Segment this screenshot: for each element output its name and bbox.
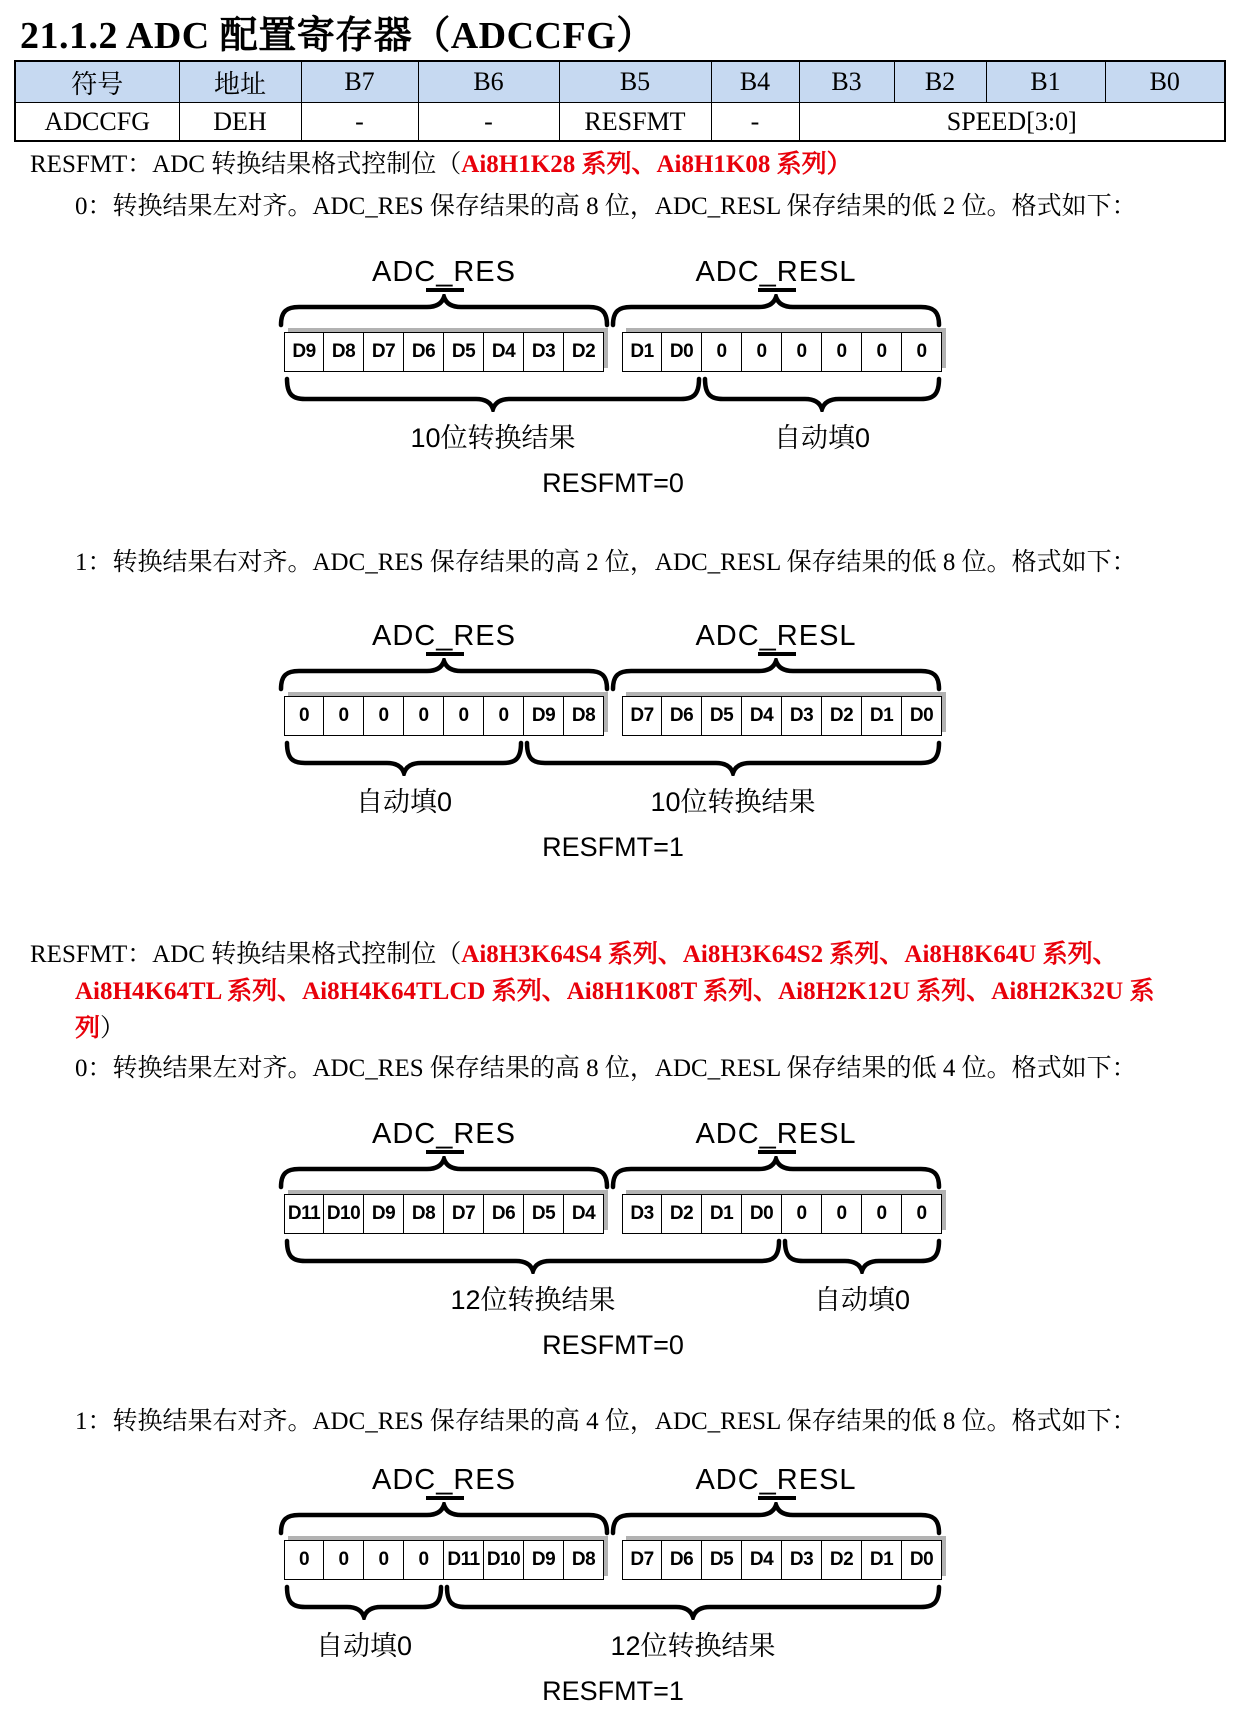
mode0-10bit-text: 0：转换结果左对齐。ADC_RES 保存结果的高 8 位，ADC_RESL 保存结果的低 2 位。格式如下： <box>75 193 1137 220</box>
bit-cell: D9 <box>364 1194 404 1234</box>
label-connector-dash <box>426 1496 464 1500</box>
col-header-address: 地址 <box>179 61 301 103</box>
resfmt-12bit-intro <box>30 936 1175 1047</box>
bit-cell: 0 <box>324 1540 364 1580</box>
bit-diagram-10bit-resfmt1 <box>284 620 942 872</box>
bit-diagram-12bit-resfmt1 <box>284 1464 942 1716</box>
bit-cell: D7 <box>444 1194 484 1234</box>
overbrace-resl <box>610 1156 942 1190</box>
cell-b6: - <box>418 103 559 142</box>
label-connector-dash <box>426 1150 464 1154</box>
bit-cell: D1 <box>862 1540 902 1580</box>
bit-cells-row <box>284 1540 942 1580</box>
bit-cell: D8 <box>564 1540 604 1580</box>
res-cell-group <box>284 332 604 372</box>
bit-cell: D11 <box>284 1194 324 1234</box>
diagram-caption: RESFMT=0 <box>542 1330 684 1360</box>
bit-cell: D1 <box>702 1194 742 1234</box>
underbrace-zerofill <box>702 376 942 412</box>
bit-cell: D3 <box>782 696 822 736</box>
overbrace-res <box>278 658 610 692</box>
bit-cell: 0 <box>782 1194 822 1234</box>
bit-cell: D5 <box>524 1194 564 1234</box>
col-header-b5: B5 <box>559 61 711 103</box>
bit-cells-row <box>284 332 942 372</box>
bit-cell: D4 <box>564 1194 604 1234</box>
underbrace-zerofill <box>284 740 524 776</box>
bit-cell: 0 <box>902 332 942 372</box>
bit-cell: D2 <box>662 1194 702 1234</box>
bit-cells-row <box>284 1194 942 1234</box>
cell-b7: - <box>301 103 418 142</box>
label-connector-dash <box>426 288 464 292</box>
bit-cell: D7 <box>364 332 404 372</box>
bit-cell: D9 <box>524 696 564 736</box>
underbrace-result <box>284 376 702 412</box>
underbrace-zerofill <box>782 1238 942 1274</box>
bit-cell: D4 <box>484 332 524 372</box>
intro-text-black: RESFMT：ADC 转换结果格式控制位（ <box>30 941 462 968</box>
adc-res-label: ADC_RES <box>372 1464 516 1496</box>
overbrace-resl <box>610 294 942 328</box>
diagram-caption: RESFMT=0 <box>542 468 684 498</box>
bit-cell: D0 <box>902 696 942 736</box>
bit-cell: D5 <box>444 332 484 372</box>
bit-cell: D2 <box>822 696 862 736</box>
group-label-result: 10位转换结果 <box>410 423 576 453</box>
bit-cell: 0 <box>324 696 364 736</box>
resl-cell-group <box>622 696 942 736</box>
register-table <box>14 60 1226 142</box>
bit-cell: D6 <box>662 1540 702 1580</box>
col-header-b6: B6 <box>418 61 559 103</box>
bit-cell: 0 <box>902 1194 942 1234</box>
overbrace-resl <box>610 658 942 692</box>
group-label-result: 12位转换结果 <box>450 1285 616 1315</box>
col-header-b2: B2 <box>894 61 986 103</box>
intro-series-red: Ai8H1K28 系列、Ai8H1K08 系列） <box>461 151 852 178</box>
col-header-symbol: 符号 <box>15 61 179 103</box>
resl-cell-group <box>622 1540 942 1580</box>
page-title: 21.1.2 ADC 配置寄存器（ADCCFG） <box>20 15 655 57</box>
bit-cell: 0 <box>862 332 902 372</box>
label-connector-dash <box>426 652 464 656</box>
col-header-b1: B1 <box>986 61 1105 103</box>
intro-text-suffix: ） <box>100 1015 126 1042</box>
bit-cell: D6 <box>662 696 702 736</box>
bit-cell: 0 <box>484 696 524 736</box>
cell-speed: SPEED[3:0] <box>799 103 1225 142</box>
bit-cell: D5 <box>702 696 742 736</box>
group-label-zerofill: 自动填0 <box>773 423 871 453</box>
cell-b5: RESFMT <box>559 103 711 142</box>
intro-text-black: RESFMT：ADC 转换结果格式控制位（ <box>30 151 462 178</box>
table-row <box>15 103 1225 142</box>
bit-cell: D8 <box>564 696 604 736</box>
group-label-zerofill: 自动填0 <box>315 1631 413 1661</box>
intro-series-red: Ai8H3K64S4 系列、Ai8H3K64S2 系列、Ai8H8K64U 系列、Ai8H4K64TL 系列、Ai8H4K64TLCD 系列、Ai8H1K08T 系列、Ai8H2K12U 系列、Ai8H2K32U 系列 <box>75 941 1155 1042</box>
label-connector-dash <box>758 652 796 656</box>
bit-cell: D2 <box>822 1540 862 1580</box>
cell-address: DEH <box>179 103 301 142</box>
res-cell-group <box>284 696 604 736</box>
label-connector-dash <box>758 288 796 292</box>
bit-cell: D0 <box>902 1540 942 1580</box>
bit-cell: D0 <box>662 332 702 372</box>
col-header-b7: B7 <box>301 61 418 103</box>
res-cell-group <box>284 1540 604 1580</box>
bit-cell: 0 <box>862 1194 902 1234</box>
bit-cell: D11 <box>444 1540 484 1580</box>
overbrace-res <box>278 1502 610 1536</box>
bit-cell: 0 <box>702 332 742 372</box>
mode1-10bit-text: 1：转换结果右对齐。ADC_RES 保存结果的高 2 位，ADC_RESL 保存结果的低 8 位。格式如下： <box>75 549 1137 576</box>
cell-b4: - <box>711 103 799 142</box>
bit-cell: D8 <box>324 332 364 372</box>
bit-cell: 0 <box>822 332 862 372</box>
adc-res-label: ADC_RES <box>372 256 516 288</box>
table-header-row <box>15 61 1225 103</box>
bit-cell: 0 <box>284 696 324 736</box>
adc-resl-label: ADC_RESL <box>695 1464 857 1496</box>
col-header-b3: B3 <box>799 61 894 103</box>
res-cell-group <box>284 1194 604 1234</box>
bit-cell: D5 <box>702 1540 742 1580</box>
bit-diagram-12bit-resfmt0 <box>284 1118 942 1370</box>
adc-res-label: ADC_RES <box>372 620 516 652</box>
bit-cell: D7 <box>622 696 662 736</box>
bit-cells-row <box>284 696 942 736</box>
bit-cell: 0 <box>742 332 782 372</box>
bit-cell: 0 <box>782 332 822 372</box>
bit-cell: D0 <box>742 1194 782 1234</box>
bit-cell: D10 <box>484 1540 524 1580</box>
bit-cell: 0 <box>364 696 404 736</box>
mode0-12bit-text: 0：转换结果左对齐。ADC_RES 保存结果的高 8 位，ADC_RESL 保存结果的低 4 位。格式如下： <box>75 1055 1137 1082</box>
col-header-b4: B4 <box>711 61 799 103</box>
underbrace-result <box>524 740 942 776</box>
adc-resl-label: ADC_RESL <box>695 1118 857 1150</box>
bit-cell: D1 <box>622 332 662 372</box>
diagram-caption: RESFMT=1 <box>542 832 684 862</box>
underbrace-result <box>444 1584 942 1620</box>
overbrace-resl <box>610 1502 942 1536</box>
group-label-zerofill: 自动填0 <box>355 787 453 817</box>
bit-cell: D7 <box>622 1540 662 1580</box>
underbrace-result <box>284 1238 782 1274</box>
label-connector-dash <box>758 1496 796 1500</box>
bit-cell: D3 <box>524 332 564 372</box>
bit-cell: D9 <box>284 332 324 372</box>
bit-cell: D4 <box>742 1540 782 1580</box>
group-label-result: 12位转换结果 <box>610 1631 776 1661</box>
label-connector-dash <box>758 1150 796 1154</box>
group-label-zerofill: 自动填0 <box>813 1285 911 1315</box>
bit-cell: D1 <box>862 696 902 736</box>
bit-cell: D3 <box>782 1540 822 1580</box>
bit-cell: D6 <box>484 1194 524 1234</box>
bit-cell: D8 <box>404 1194 444 1234</box>
mode1-12bit-text: 1：转换结果右对齐。ADC_RES 保存结果的高 4 位，ADC_RESL 保存结果的低 8 位。格式如下： <box>75 1408 1137 1435</box>
adc-resl-label: ADC_RESL <box>695 620 857 652</box>
diagram-caption: RESFMT=1 <box>542 1676 684 1706</box>
adc-res-label: ADC_RES <box>372 1118 516 1150</box>
bit-cell: 0 <box>284 1540 324 1580</box>
group-label-result: 10位转换结果 <box>650 787 816 817</box>
overbrace-res <box>278 294 610 328</box>
overbrace-res <box>278 1156 610 1190</box>
adc-resl-label: ADC_RESL <box>695 256 857 288</box>
bit-cell: 0 <box>404 1540 444 1580</box>
bit-cell: 0 <box>822 1194 862 1234</box>
resl-cell-group <box>622 332 942 372</box>
underbrace-zerofill <box>284 1584 444 1620</box>
bit-cell: 0 <box>444 696 484 736</box>
bit-cell: D9 <box>524 1540 564 1580</box>
bit-diagram-10bit-resfmt0 <box>284 256 942 508</box>
bit-cell: D6 <box>404 332 444 372</box>
bit-cell: 0 <box>364 1540 404 1580</box>
resfmt-10bit-intro <box>30 146 852 183</box>
bit-cell: D2 <box>564 332 604 372</box>
resl-cell-group <box>622 1194 942 1234</box>
bit-cell: D4 <box>742 696 782 736</box>
col-header-b0: B0 <box>1105 61 1225 103</box>
bit-cell: D10 <box>324 1194 364 1234</box>
cell-symbol: ADCCFG <box>15 103 179 142</box>
bit-cell: 0 <box>404 696 444 736</box>
bit-cell: D3 <box>622 1194 662 1234</box>
